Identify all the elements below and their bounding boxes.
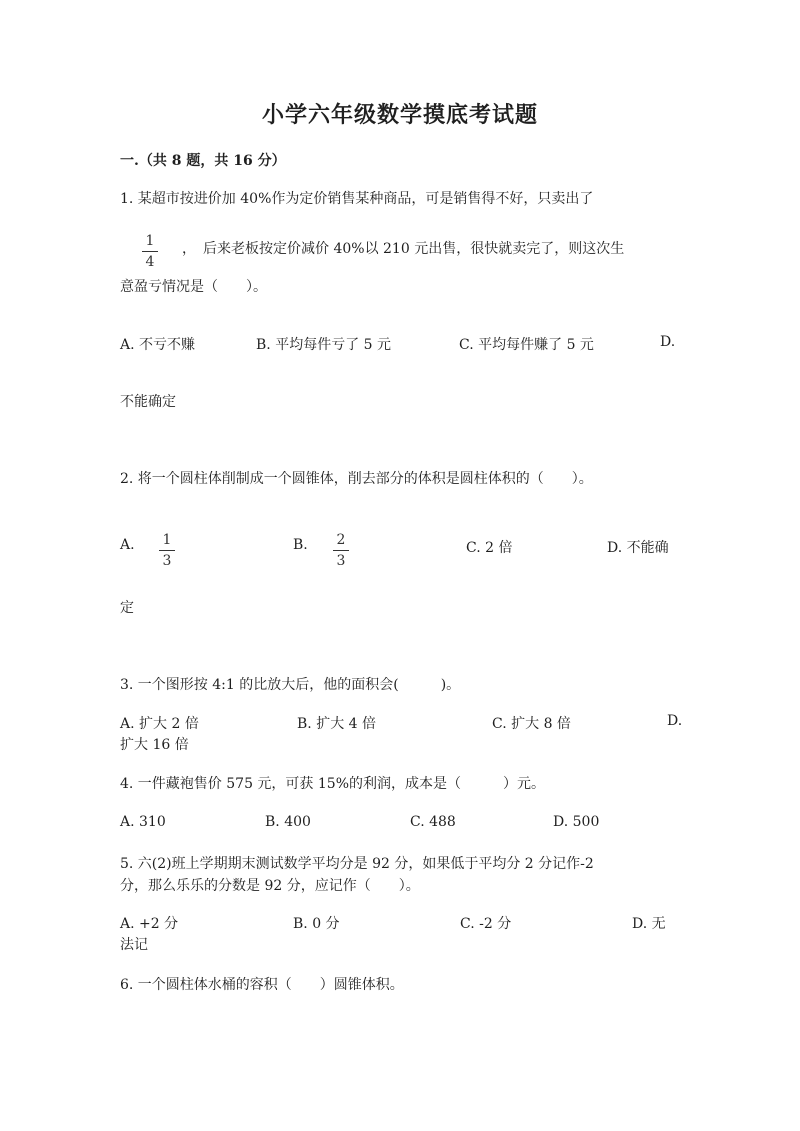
q1-option-a[interactable]: A. 不亏不赚	[120, 337, 196, 353]
q5-option-a[interactable]: A. +2 分	[120, 916, 179, 932]
q1-fraction-denominator: 4	[145, 254, 155, 270]
q2-option-d[interactable]: D. 不能确	[607, 540, 669, 556]
q5-text-line2: 分，那么乐乐的分数是 92 分，应记作（ ）。	[120, 878, 420, 894]
q2-option-a[interactable]: A.	[120, 537, 135, 553]
q3-option-d[interactable]: D.	[667, 713, 683, 729]
q3-option-b[interactable]: B. 扩大 4 倍	[297, 716, 376, 732]
q2-option-b-fraction	[331, 532, 351, 569]
q2-option-b-fraction-bar	[333, 550, 349, 551]
q2-option-a-numerator: 1	[162, 532, 172, 548]
q2-option-b-denominator: 3	[336, 553, 346, 569]
page-title: 小学六年级数学摸底考试题	[261, 102, 538, 128]
q5-text-line1: 5. 六(2)班上学期期末测试数学平均分是 92 分，如果低于平均分 2 分记作-2	[120, 856, 594, 872]
q5-option-b[interactable]: B. 0 分	[293, 916, 340, 932]
q2-option-c[interactable]: C. 2 倍	[466, 540, 513, 556]
q4-text: 4. 一件藏袍售价 575 元，可获 15%的利润，成本是（ ）元。	[120, 776, 545, 792]
q1-option-d-text: 不能确定	[120, 394, 176, 410]
q1-text-line2: ， 后来老板按定价减价 40%以 210 元出售，很快就卖完了，则这次生	[182, 241, 625, 257]
q2-option-a-fraction	[157, 532, 177, 569]
q1-text-line3: 意盈亏情况是（ ）。	[120, 279, 267, 295]
q4-option-a[interactable]: A. 310	[120, 814, 166, 830]
q2-option-a-fraction-bar	[159, 550, 175, 551]
q1-option-c[interactable]: C. 平均每件赚了 5 元	[459, 337, 594, 353]
q1-option-d[interactable]: D.	[660, 334, 676, 350]
q4-option-d[interactable]: D. 500	[553, 814, 600, 830]
q1-fraction-numerator: 1	[145, 233, 155, 249]
q1-option-b[interactable]: B. 平均每件亏了 5 元	[256, 337, 391, 353]
q5-option-c[interactable]: C. -2 分	[460, 916, 512, 932]
q2-option-d-wrap: 定	[120, 600, 134, 616]
q3-option-a[interactable]: A. 扩大 2 倍	[120, 716, 199, 732]
q5-option-d-wrap: 法记	[120, 937, 148, 953]
q3-text: 3. 一个图形按 4:1 的比放大后，他的面积会( )。	[120, 677, 461, 693]
q3-option-c[interactable]: C. 扩大 8 倍	[492, 716, 571, 732]
q1-fraction	[140, 233, 160, 270]
q2-option-b-numerator: 2	[336, 532, 346, 548]
q1-text-line1: 1. 某超市按进价加 40%作为定价销售某种商品，可是销售得不好，只卖出了	[120, 191, 594, 207]
q2-option-a-denominator: 3	[162, 553, 172, 569]
q1-fraction-bar	[142, 251, 158, 252]
q2-option-b[interactable]: B.	[293, 537, 308, 553]
q4-option-c[interactable]: C. 488	[410, 814, 456, 830]
q3-option-d-text: 扩大 16 倍	[120, 737, 189, 753]
q6-text: 6. 一个圆柱体水桶的容积（ ）圆锥体积。	[120, 977, 404, 993]
q2-text: 2. 将一个圆柱体削制成一个圆锥体，削去部分的体积是圆柱体积的（ ）。	[120, 471, 593, 487]
q5-option-d[interactable]: D. 无	[632, 916, 666, 932]
q4-option-b[interactable]: B. 400	[265, 814, 311, 830]
section-header: 一.（共 8 题，共 16 分）	[120, 153, 286, 169]
